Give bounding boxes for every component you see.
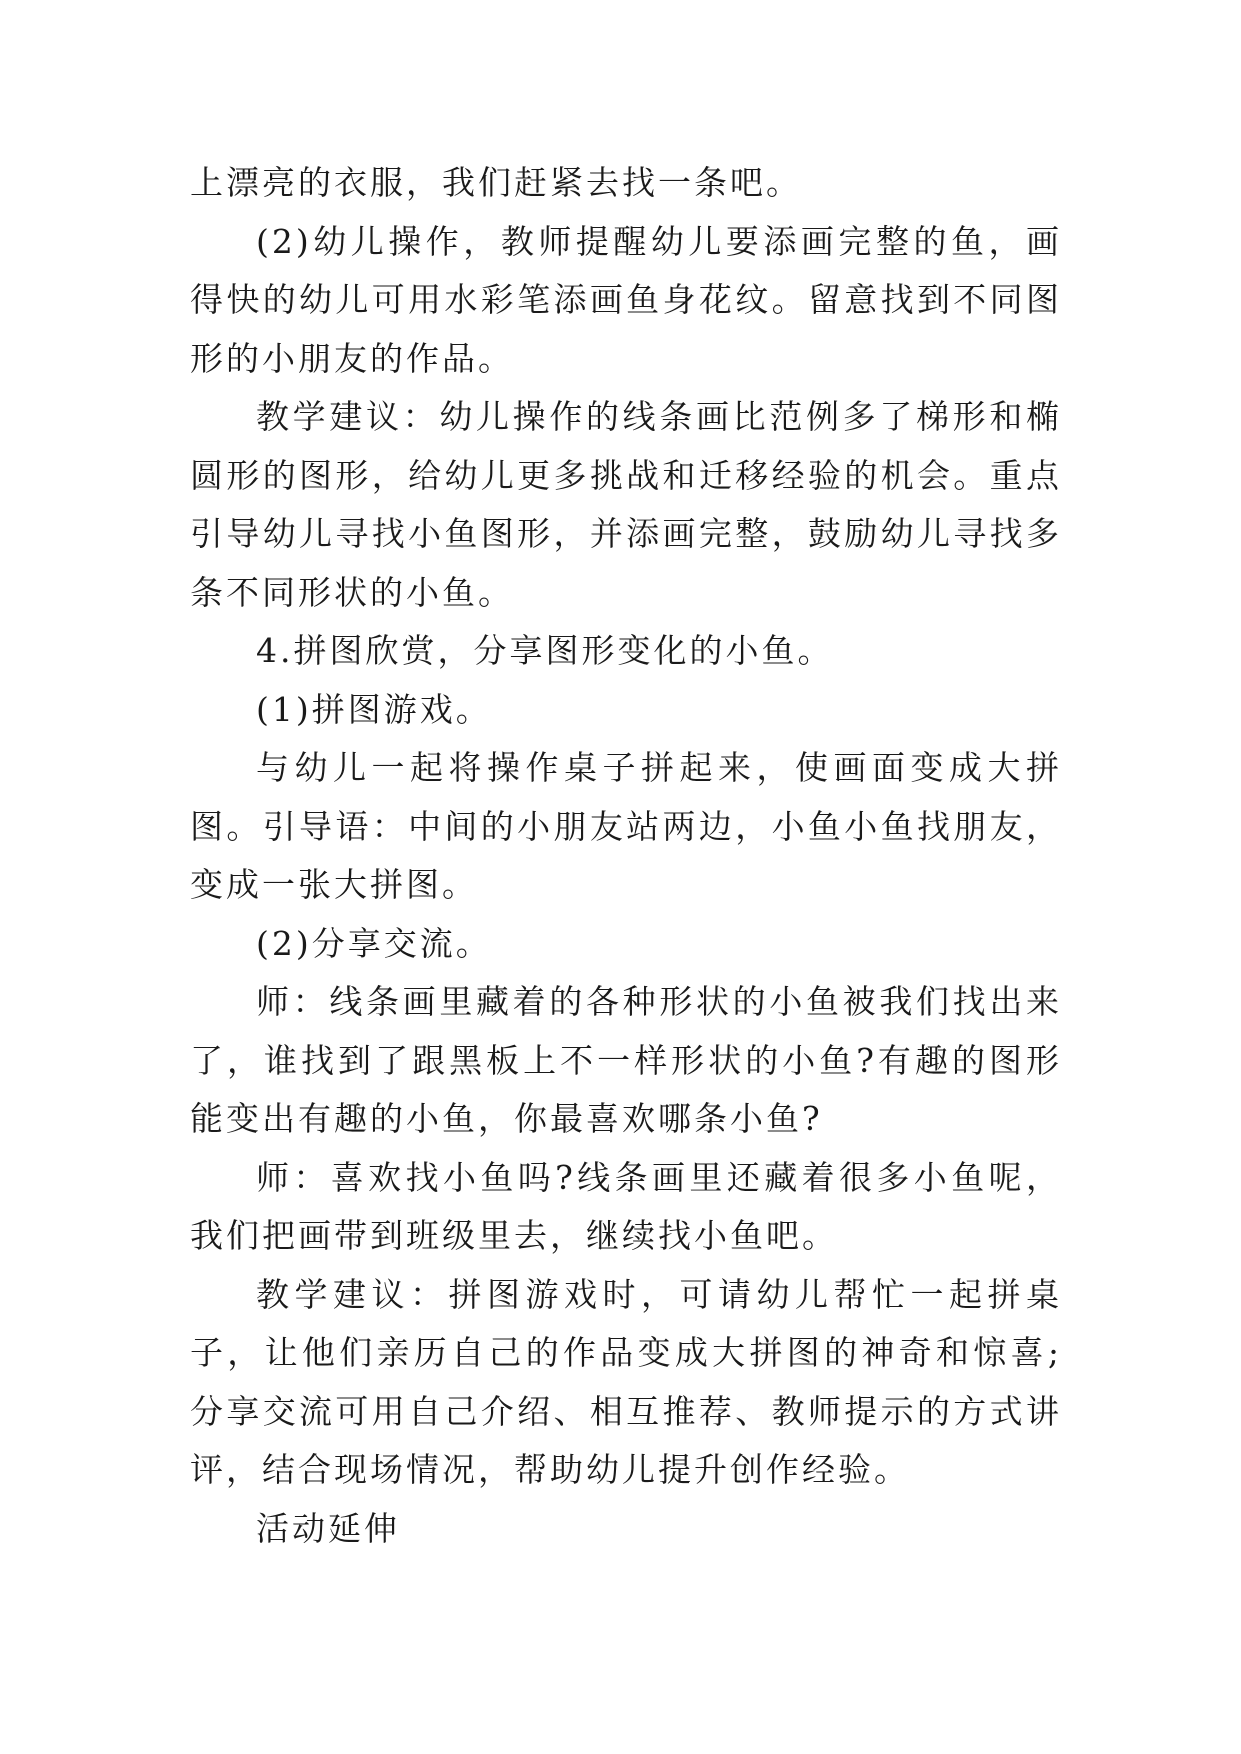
- paragraph-teaching-suggestion-2: 教学建议：拼图游戏时，可请幼儿帮忙一起拼桌子，让他们亲历自己的作品变成大拼图的神奇和惊喜;分享交流可用自己介绍、相互推荐、教师提示的方式讲评，结合现场情况，帮助幼儿提升创作经验。: [190, 1274, 1062, 1489]
- subheading-puzzle-game: (1)拼图游戏。: [256, 689, 492, 729]
- paragraph-teacher-question: 师：线条画里藏着的各种形状的小鱼被我们找出来了，谁找到了跟黑板上不一样形状的小鱼?有趣的图形能变出有趣的小鱼，你最喜欢哪条小鱼?: [190, 982, 1062, 1138]
- paragraph-step-2-operation: (2)幼儿操作，教师提醒幼儿要添画完整的鱼，画得快的幼儿可用水彩笔添画鱼身花纹。留意找到不同图形的小朋友的作品。: [190, 221, 1062, 378]
- paragraph-puzzle-guide: 与幼儿一起将操作桌子拼起来，使画面变成大拼图。引导语：中间的小朋友站两边，小鱼小鱼找朋友，变成一张大拼图。: [190, 748, 1062, 904]
- section-heading-4: 4.拼图欣赏，分享图形变化的小鱼。: [256, 631, 834, 670]
- body-text: [190, 154, 1062, 1558]
- section-heading-extension: 活动延伸: [256, 1508, 400, 1548]
- subheading-share: (2)分享交流。: [256, 923, 492, 963]
- paragraph-teacher-closing: 师：喜欢找小鱼吗?线条画里还藏着很多小鱼呢，我们把画带到班级里去，继续找小鱼吧。: [190, 1157, 1062, 1255]
- paragraph-teaching-suggestion-1: 教学建议：幼儿操作的线条画比范例多了梯形和椭圆形的图形，给幼儿更多挑战和迁移经验的机会。重点引导幼儿寻找小鱼图形，并添画完整，鼓励幼儿寻找多条不同形状的小鱼。: [190, 397, 1062, 612]
- paragraph-continuation: 上漂亮的衣服，我们赶紧去找一条吧。: [190, 163, 802, 202]
